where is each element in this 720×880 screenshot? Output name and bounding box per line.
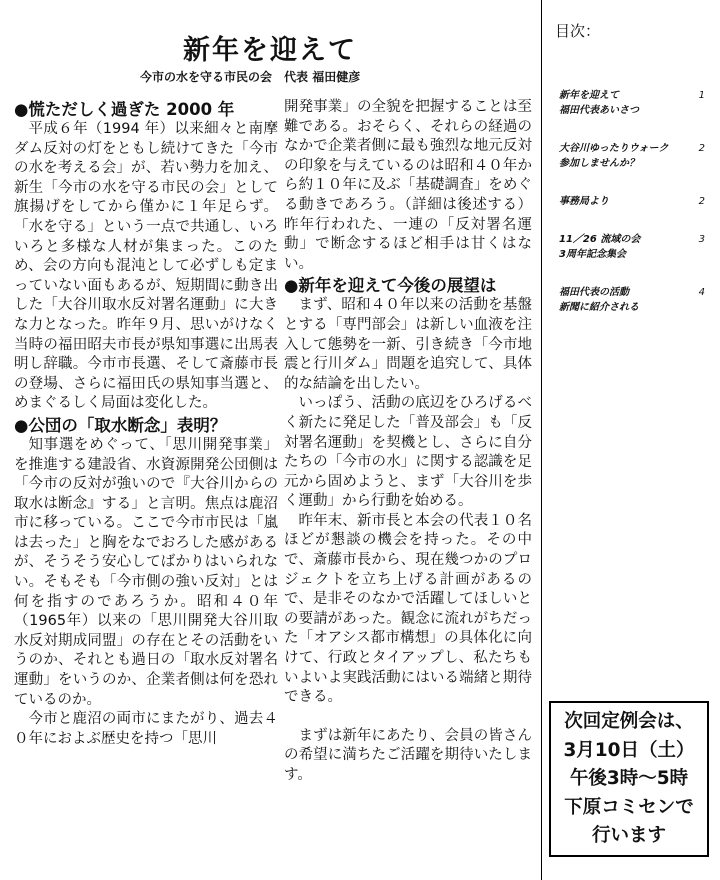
paragraph: 今市と鹿沼の両市にまたがり、過去４０年におよぶ歴史を持つ「思川 <box>14 711 278 747</box>
toc-item-title: 新年を迎えて <box>559 90 619 101</box>
sidebar-divider <box>541 0 542 880</box>
paragraph: 知事選をめぐって、「思川開発事業」を推進する建設省、水資源開発公団側は「今市の反対が強いので『大谷川からの取水は断念』する」と言明。焦点は鹿沼市に移っている。ここで今市市民は「嵐は去った」と胸をなでおろした感があるが、そうそう安心してばかりはいられない。そもそも「今市側の強い反対」とは何を指すのであろうか。昭和４０年（1965年）以来の「思川開発大谷川取水反対期成同盟」の存在とその活動をいうのか、それとも過日の「取水反対署名運動」をいうのか、企業者側は何を恐れているのか。 <box>14 436 278 708</box>
representative-name: 代表 福田健彦 <box>284 70 361 84</box>
notice-line: 下原コミセンで <box>564 796 694 818</box>
paragraph: まずは新年にあたり、会員の皆さんの希望に満ちたご活躍を期待いたします。 <box>284 727 532 783</box>
next-meeting-notice <box>549 701 709 857</box>
toc-label: 目次： <box>555 22 601 40</box>
newsletter-title: 新年を迎えて <box>183 35 357 66</box>
paragraph: まず、昭和４０年以来の活動を基盤とする「専門部会」は新しい血液を注入して態勢を一新、引き続き「今市地震と行川ダム」問題を追究して、具体的な結論を出したい。 <box>284 297 532 392</box>
paragraph-gap <box>284 708 532 727</box>
notice-line: 行います <box>591 825 666 846</box>
toc-item-page: 1 <box>698 90 705 101</box>
toc-item[interactable] <box>559 194 709 209</box>
notice-line: 次回定例会は、 <box>564 711 694 732</box>
toc-item-page: 2 <box>698 196 705 207</box>
organization-name: 今市の水を守る市民の会 <box>140 70 273 84</box>
toc-item-page: 3 <box>698 234 705 245</box>
article-column-2 <box>284 98 532 786</box>
section-heading: ●慌ただしく過ぎた 2000 年 <box>14 100 235 119</box>
toc-item-subtitle: 3周年記念集会 <box>559 249 626 260</box>
toc-item-subtitle: 福田代表あいさつ <box>559 105 639 116</box>
newsletter-subtitle <box>140 68 360 85</box>
section-heading: ●公団の「取水断念」表明？ <box>14 415 227 435</box>
toc-item[interactable] <box>559 232 709 262</box>
toc-item-subtitle: 新聞に紹介される <box>559 302 639 313</box>
toc-item-title: 福田代表の活動 <box>559 287 629 298</box>
notice-line: 午後3時～5時 <box>569 768 689 789</box>
section-heading: ●新年を迎えて今後の展望は <box>284 276 497 296</box>
toc-item[interactable] <box>559 285 709 315</box>
toc-item-subtitle: 参加しませんか？ <box>559 158 639 169</box>
toc-item-title: 事務局より <box>559 196 609 207</box>
toc-item-page: 2 <box>698 143 705 154</box>
paragraph: 平成６年（1994 年）以来細々と南摩ダム反対の灯をともし続けてきた「今市の水を考える会」が、若い勢力を加え、新生「今市の水を守る市民の会」として旗揚げをしてから僅かに１年足らず。「水を守る」という一点で共通し、いろいろと多様な人材が集まった。このため、会の方向も混沌として必ずしも定まっていない面もあるが、短期間に動き出した「大谷川取水反対署名運動」に大きな力となった。昨年９月、思いがけなく当時の福田昭夫市長が県知事選に出馬表明し辞職。今市市長選、そして斎藤市長の登場、さらに福田氏の県知事当選と、めまぐるしく局面は変化した。 <box>14 121 278 412</box>
notice-line: 3月10日（土） <box>563 739 695 761</box>
toc-item-title: 大谷川ゆったりウォーク <box>559 143 669 154</box>
paragraph: いっぽう、活動の底辺をひろげるべく新たに発足した「普及部会」も「反対署名運動」を契機とし、さらに自分たちの「今市の水」に関する認識を足元から固めようと、まず「大谷川を歩く運動」から行動を始める。 <box>284 395 532 510</box>
toc-item[interactable] <box>559 88 709 118</box>
paragraph: 開発事業」の全貌を把握することは至難である。おそらく、それらの経過のなかで企業者側に最も強烈な地元反対の印象を与えているのは昭和４０年から約１０年に及ぶ「基礎調査」をめぐる動きであろう。（詳細は後述する）昨年行われた、一連の「反対署名運動」で断念するほど相手は甘くはない。 <box>284 99 532 272</box>
paragraph: 昨年末、新市長と本会の代表１０名ほどが懇談の機会を持った。その中で、斎藤市長から、現在幾つかのプロジェクトを立ち上げる計画があるので、是非そのなかで活躍してほしいとの要請があった。観念に流れがちだった「オアシス都市構想」の具体化に向けて、行政とタイアップし、私たちもいよいよ実践活動にはいる端緒と期待できる。 <box>284 512 532 706</box>
toc-item-page: 4 <box>698 287 705 298</box>
toc-item[interactable] <box>559 141 709 171</box>
toc-item-title: 11／26 流域の会 <box>559 234 641 245</box>
article-column-1 <box>14 98 278 749</box>
table-of-contents <box>559 88 709 338</box>
